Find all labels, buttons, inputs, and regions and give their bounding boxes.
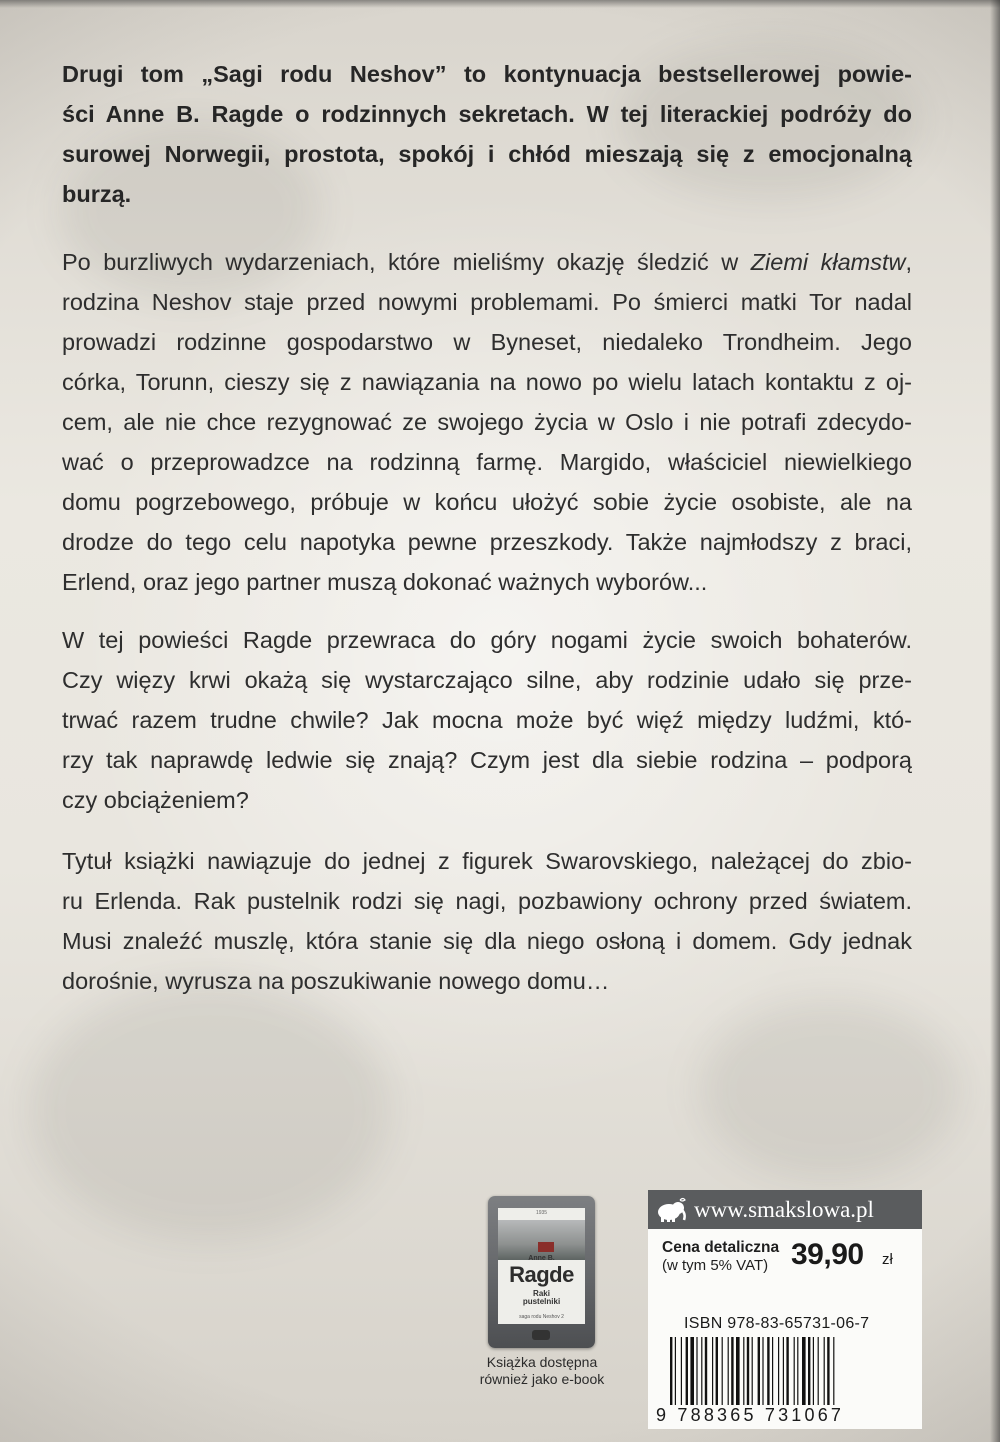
ereader-book-title bbox=[498, 1290, 585, 1306]
text-line bbox=[62, 242, 912, 282]
elephant-logo-icon bbox=[654, 1196, 688, 1224]
ereader-cover-photo bbox=[498, 1220, 585, 1260]
price-label: Cena detaliczna bbox=[662, 1239, 780, 1256]
text-line: W tej powieści Ragde przewraca do góry nogami życie swoich bohaterów. bbox=[62, 627, 912, 653]
ereader-screen bbox=[498, 1208, 585, 1324]
text-line: trwać razem trudne chwile? Jak mocna może być więź między ludźmi, któ- bbox=[62, 707, 912, 733]
text-line: czy obciążeniem? bbox=[62, 787, 249, 813]
ebook-caption bbox=[462, 1354, 622, 1388]
text-line: rzy tak naprawdę ledwie się znają? Czym jest dla siebie rodzina – podporą bbox=[62, 747, 912, 773]
text-line: burzą. bbox=[62, 181, 132, 207]
synopsis-paragraph-1 bbox=[62, 242, 912, 602]
lead-paragraph bbox=[62, 54, 912, 214]
isbn-text: ISBN 978-83-65731-06-7 bbox=[684, 1315, 870, 1332]
ereader-top-text: 1935 bbox=[535, 1210, 548, 1216]
text-line: rodzina Neshov staje przed nowymi problemami. Po śmierci matki Tor nadal bbox=[62, 289, 912, 315]
ereader-author: Anne B. bbox=[528, 1255, 555, 1262]
text-line: Erlend, oraz jego partner muszą dokonać ważnych wyborów... bbox=[62, 569, 708, 595]
text-line: Drugi tom „Sagi rodu Neshov” to kontynuacja bestsellerowej powie- bbox=[62, 61, 912, 87]
text-segment: , bbox=[905, 249, 913, 275]
ereader-series: saga rodu Neshov 2 bbox=[519, 1314, 564, 1320]
text-line: dorośnie, wyrusza na poszukiwanie nowego domu… bbox=[62, 968, 610, 994]
synopsis-paragraph-3 bbox=[62, 841, 912, 1001]
text-line: ści Anne B. Ragde o rodzinnych sekretach. W tej literackiej podróży do bbox=[62, 101, 912, 127]
text-line: drodze do tego celu napotyka pewne przeszkody. Także najmłodszy z braci, bbox=[62, 529, 912, 555]
text-line: surowej Norwegii, prostota, spokój i chłód mieszają się z emocjonalną bbox=[62, 141, 912, 167]
price-isbn-box bbox=[648, 1229, 922, 1429]
ereader-image bbox=[488, 1196, 595, 1348]
publisher-url-bar bbox=[648, 1190, 922, 1229]
ereader-button-icon bbox=[532, 1330, 550, 1340]
text-line: domu pogrzebowego, próbuje w końcu ułożyć sobie życie osobiste, ale na bbox=[62, 489, 912, 515]
text-line: cem, ale nie chce rezygnować ze swojego życia w Oslo i nie potrafi zdecydo- bbox=[62, 409, 912, 435]
texture-smudge bbox=[30, 980, 390, 1240]
barcode-digits: 9 788365 731067 bbox=[656, 1405, 845, 1425]
caption-line: również jako e-book bbox=[479, 1371, 605, 1387]
ereader-title-line: Raki bbox=[533, 1289, 550, 1298]
price-currency: zł bbox=[882, 1251, 893, 1268]
top-edge-shadow bbox=[0, 0, 1000, 8]
text-line: Musi znaleźć muszlę, która stanie się dla niego osłoną i domem. Gdy jednak bbox=[62, 928, 912, 954]
text-line: Czy więzy krwi okażą się wystarczająco silne, aby rodzinie udało się prze- bbox=[62, 667, 912, 693]
text-segment: Po burzliwych wydarzeniach, które mieliśmy okazję śledzić w bbox=[62, 249, 751, 275]
price-value: 39,90 bbox=[791, 1238, 864, 1271]
publisher-url: www.smakslowa.pl bbox=[694, 1197, 874, 1222]
text-line: córka, Torunn, cieszy się z nawiązania na nowo po wielu latach kontaktu z oj- bbox=[62, 369, 912, 395]
price-vat-note: (w tym 5% VAT) bbox=[662, 1257, 769, 1274]
text-line: Tytuł książki nawiązuje do jednej z figurek Swarovskiego, należącej do zbio- bbox=[62, 848, 912, 874]
text-line: ru Erlenda. Rak pustelnik rodzi się nagi, pozbawiony ochrony przed światem. bbox=[62, 888, 912, 914]
text-line: prowadzi rodzinne gospodarstwo w Byneset, niedaleko Trondheim. Jego bbox=[62, 329, 912, 355]
synopsis-paragraph-2 bbox=[62, 620, 912, 820]
house-icon bbox=[538, 1242, 554, 1252]
right-edge-shadow bbox=[990, 0, 1000, 1442]
ereader-title-line: pustelniki bbox=[522, 1297, 561, 1306]
ereader-author-surname: Ragde bbox=[509, 1262, 574, 1287]
book-title-italic: Ziemi kłamstw bbox=[750, 249, 906, 275]
text-line: wać o przeprowadzce na rodzinną farmę. Margido, właściciel niewielkiego bbox=[62, 449, 912, 475]
texture-smudge bbox=[700, 1000, 960, 1180]
caption-line: Książka dostępna bbox=[486, 1354, 598, 1370]
